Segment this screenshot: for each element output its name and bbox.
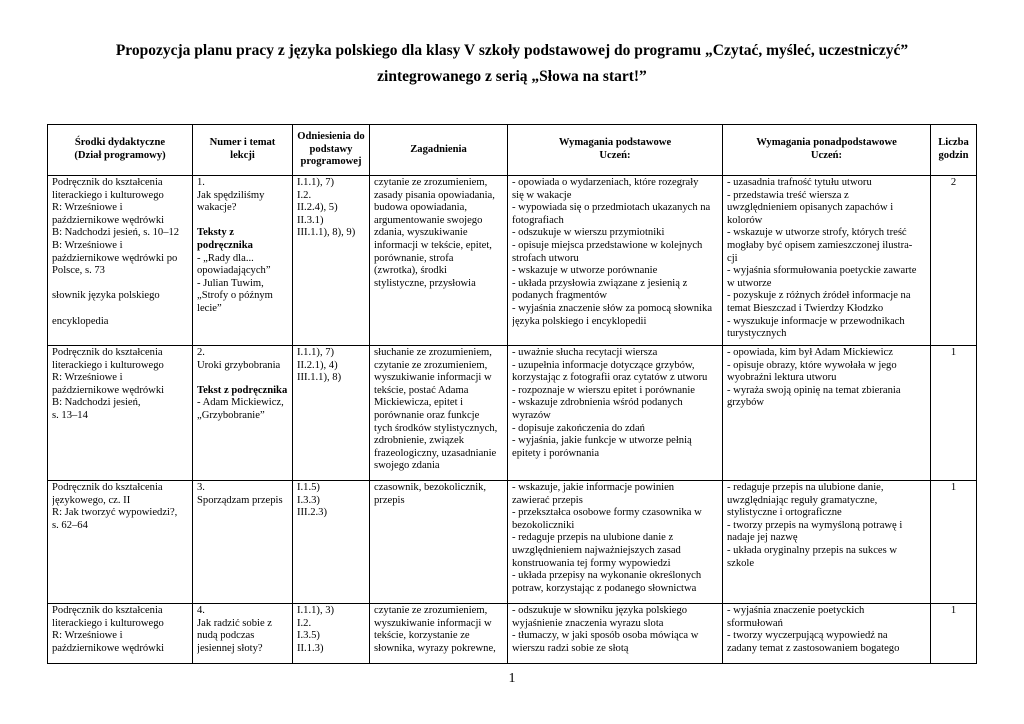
cell-line: I.3.5) — [297, 630, 320, 642]
cell-line: Sporządzam przepis — [197, 494, 283, 506]
cell-line: epitety i porównania — [512, 447, 600, 459]
cell-line: - przedstawia treść wiersza z — [727, 189, 849, 201]
header-temat — [193, 125, 293, 176]
cell-srodki — [48, 346, 193, 481]
cell-line: 2. — [197, 347, 205, 358]
header-wymagania-podstawowe — [508, 125, 723, 176]
cell-line: strofach utworu — [512, 252, 579, 264]
cell-line: - układa przysłowia związane z jesienią z — [512, 277, 688, 289]
cell-line: opowiadających” — [197, 265, 271, 277]
cell-line: 1. — [197, 177, 205, 188]
cell-line: czasownik, bezokolicznik, — [374, 482, 487, 493]
cell-line: wyszukiwanie informacji w — [374, 372, 492, 384]
cell-line: - tworzy wyczerpującą wypowiedź na — [727, 630, 888, 642]
cell-line: s. 13–14 — [52, 409, 88, 421]
cell-line: - pozyskuje z różnych źródeł informacje na — [727, 290, 911, 302]
cell-line: - opowiada, kim był Adam Mickiewicz — [727, 347, 893, 358]
cell-wymagania-podstawowe — [508, 481, 723, 604]
cell-line: godzin — [938, 150, 969, 161]
cell-line: wakacje? — [197, 202, 237, 214]
cell-line: encyklopedia — [52, 315, 109, 327]
cell-line: - wyjaśnia sformułowania poetyckie zawarte — [727, 265, 917, 277]
cell-line: - opisuje miejsca przedstawione w kolejnych — [512, 239, 703, 251]
cell-liczba-godzin: 2 — [931, 176, 977, 346]
cell-line: argumentowanie swojego — [374, 214, 483, 226]
cell-line: literackiego i kulturowego — [52, 359, 164, 371]
cell-line: II.2.4), 5) — [297, 202, 338, 214]
cell-line: Podręcznik do kształcenia — [52, 177, 163, 188]
cell-line: zdrobnienie, związek — [374, 435, 465, 447]
cell-wymagania-podstawowe — [508, 176, 723, 346]
cell-line: Polsce, s. 73 — [52, 265, 105, 277]
cell-line: czytanie ze zrozumieniem, — [374, 177, 488, 188]
cell-line: literackiego i kulturowego — [52, 617, 164, 629]
cell-line: - wskazuje w utworze strofy, których treść — [727, 227, 907, 239]
cell-line: I.1.1), 7) — [297, 347, 335, 358]
cell-line: I.3.3) — [297, 494, 320, 506]
cell-line: II.2.1), 4) — [297, 359, 338, 371]
cell-line: - „Rady dla... — [197, 252, 254, 264]
cell-line: - przekształca osobowe formy czasownika w — [512, 507, 702, 519]
cell-wymagania-ponadpodstawowe — [723, 604, 931, 664]
cell-line: sformułowań — [727, 617, 783, 629]
cell-wymagania-podstawowe — [508, 346, 723, 481]
cell-line: budowa opowiadania, — [374, 202, 467, 214]
cell-odniesienia — [293, 604, 370, 664]
cell-line: - wyszukuje informacje w przewodnikach — [727, 315, 905, 327]
cell-line: - uzasadnia trafność tytułu utworu — [727, 177, 872, 188]
cell-line: Uczeń: — [599, 150, 631, 161]
cell-line: październikowe wędrówki — [52, 642, 165, 654]
cell-line: wyszukiwanie informacji w — [374, 617, 492, 629]
cell-line: podstawy — [309, 143, 353, 155]
cell-line: języka polskiego i encyklopedii — [512, 315, 647, 327]
cell-liczba-godzin: 1 — [931, 346, 977, 481]
cell-odniesienia — [293, 346, 370, 481]
cell-line: konstruowania tej formy wypowiedzi — [512, 557, 671, 569]
cell-line: Wymagania ponadpodstawowe — [756, 137, 897, 149]
cell-line: III.1.1), 8), 9) — [297, 227, 356, 239]
cell-line: s. 62–64 — [52, 519, 88, 531]
cell-line: Odniesienia do — [297, 131, 365, 143]
cell-line: - tworzy przepis na wymyśloną potrawę i — [727, 519, 903, 531]
cell-line: R: Wrześniowe i — [52, 630, 123, 642]
cell-line: (Dział programowy) — [74, 150, 166, 161]
cell-line: uwzględnieniem opisanych zapachów i — [727, 202, 894, 214]
cell-line: w utworze — [727, 277, 772, 289]
cell-zagadnienia — [370, 346, 508, 481]
cell-line: (zwrotka), środki — [374, 265, 447, 277]
cell-line: uwzględniając reguły gramatyczne, — [727, 494, 878, 506]
cell-line: cji — [727, 252, 738, 264]
cell-line: szkole — [727, 557, 755, 569]
table-row — [48, 604, 977, 664]
cell-line: III.1.1), 8) — [297, 372, 342, 384]
cell-line: Teksty z — [197, 227, 234, 239]
cell-line: - wyjaśnia znaczenie poetyckich — [727, 605, 865, 616]
cell-line: - układa przepisy na wykonanie określonych — [512, 570, 702, 582]
cell-line: Uroki grzybobrania — [197, 359, 281, 371]
cell-line: - opowiada o wydarzeniach, które rozegrały — [512, 177, 699, 188]
cell-line: B: Nadchodzi jesień, — [52, 397, 141, 409]
cell-line: fotografiach — [512, 214, 564, 226]
cell-line: B: Wrześniowe i — [52, 239, 123, 251]
cell-line: Zagadnienia — [410, 143, 467, 155]
cell-line: jesiennej słoty? — [197, 642, 263, 654]
cell-wymagania-ponadpodstawowe — [723, 481, 931, 604]
cell-wymagania-ponadpodstawowe — [723, 346, 931, 481]
cell-line: zawierać przepis — [512, 494, 583, 506]
cell-line: R: Wrześniowe i — [52, 202, 123, 214]
cell-line: - układa oryginalny przepis na sukces w — [727, 544, 898, 556]
cell-line: zadany temat z zastosowaniem bogatego — [727, 642, 900, 654]
cell-line — [197, 215, 288, 228]
cell-line: mogłaby być opisem zamieszczonej ilustra- — [727, 239, 913, 251]
table-row — [48, 176, 977, 346]
cell-line: I.1.1), 7) — [297, 177, 335, 188]
cell-wymagania-ponadpodstawowe — [723, 176, 931, 346]
cell-line: październikowe wędrówki po — [52, 252, 178, 264]
cell-line: 4. — [197, 605, 205, 616]
document-title-line-1: Propozycja planu pracy z języka polskiego dla klasy V szkoły podstawowej do programu „Czytać, myśleć, uczestniczyć” — [115, 42, 909, 59]
cell-zagadnienia — [370, 176, 508, 346]
cell-line: lecie” — [197, 302, 222, 314]
cell-zagadnienia — [370, 604, 508, 664]
header-odniesienia — [293, 125, 370, 176]
cell-line: - Julian Tuwim, — [197, 277, 264, 289]
cell-line: - tłumaczy, w jaki sposób osoba mówiąca w — [512, 630, 699, 642]
cell-liczba-godzin: 1 — [931, 481, 977, 604]
cell-line — [52, 278, 188, 291]
cell-line: III.2.3) — [297, 507, 328, 519]
cell-line: „Grzybobranie” — [197, 409, 265, 421]
header-liczba-godzin — [931, 125, 977, 176]
cell-line: porównanie oraz funkcje — [374, 409, 480, 421]
cell-line: - wyraża swoją opinię na temat zbierania — [727, 384, 901, 396]
cell-line: - wypowiada się o przedmiotach ukazanych na — [512, 202, 711, 214]
cell-line: - wskazuje, jakie informacje powinien — [512, 482, 675, 493]
cell-line: informacji w tekście, epitet, — [374, 239, 492, 251]
cell-line: - uzupełnia informacje dotyczące grzybów, — [512, 359, 695, 371]
cell-line: - wyjaśnia znaczenie słów za pomocą słownika — [512, 302, 713, 314]
cell-zagadnienia — [370, 481, 508, 604]
cell-line: - wskazuje w utworze porównanie — [512, 265, 658, 277]
cell-line: Jak spędziliśmy — [197, 189, 265, 201]
cell-line: Podręcznik do kształcenia — [52, 347, 163, 358]
cell-line: Podręcznik do kształcenia — [52, 605, 163, 616]
cell-line: - wyjaśnia, jakie funkcje w utworze pełnią — [512, 435, 692, 447]
cell-line: uwzględnieniem najważniejszych zasad — [512, 544, 681, 556]
cell-line: październikowe wędrówki — [52, 384, 165, 396]
cell-line: R: Wrześniowe i — [52, 372, 123, 384]
cell-line: Liczba — [938, 137, 969, 149]
cell-line: wyobraźni lektura utworu — [727, 372, 837, 384]
cell-line: I.2. — [297, 189, 312, 201]
cell-srodki — [48, 176, 193, 346]
cell-temat — [193, 346, 293, 481]
cell-line: podanych fragmentów — [512, 290, 608, 302]
cell-line: II.1.3) — [297, 642, 324, 654]
cell-line: stylistyczne i ortograficzne — [727, 507, 842, 519]
cell-line — [52, 303, 188, 316]
cell-line: Podręcznik do kształcenia — [52, 482, 163, 493]
cell-line: frazeologiczny, uzasadnianie — [374, 447, 497, 459]
cell-odniesienia — [293, 176, 370, 346]
cell-line: słownik języka polskiego — [52, 290, 160, 302]
cell-line: korzystając z fotografii oraz cytatów z utworu — [512, 372, 708, 384]
cell-line: II.3.1) — [297, 214, 324, 226]
cell-wymagania-podstawowe — [508, 604, 723, 664]
header-zagadnienia — [370, 125, 508, 176]
cell-line: Uczeń: — [810, 150, 843, 161]
cell-line: „Strofy o późnym — [197, 290, 273, 302]
cell-line: Numer i temat — [209, 137, 276, 149]
cell-line: tekście, korzystanie ze — [374, 630, 470, 642]
cell-line: temat Bieszczad i Twierdzy Kłodzko — [727, 302, 884, 314]
cell-line: październikowe wędrówki — [52, 214, 165, 226]
cell-line: zasady pisania opowiadania, — [374, 189, 495, 201]
header-srodki — [48, 125, 193, 176]
cell-line: językowego, cz. II — [52, 494, 131, 506]
cell-line: - odszukuje w wierszu przymiotniki — [512, 227, 665, 239]
cell-line: podręcznika — [197, 239, 253, 251]
cell-line: - wskazuje zdrobnienia wśród podanych — [512, 397, 683, 409]
cell-temat — [193, 176, 293, 346]
cell-liczba-godzin: 1 — [931, 604, 977, 664]
cell-line: I.1.1), 3) — [297, 605, 335, 616]
cell-line: - opisuje obrazy, które wywołała w jego — [727, 359, 897, 371]
cell-line: Jak radzić sobie z — [197, 617, 273, 629]
cell-line: wyjaśnienie znaczenia wyrazu slota — [512, 617, 664, 629]
cell-line: bezokoliczniki — [512, 519, 575, 531]
cell-line: turystycznych — [727, 328, 787, 340]
cell-line: - odszukuje w słowniku języka polskiego — [512, 605, 688, 616]
cell-line: swojego zdania — [374, 460, 440, 472]
cell-line: się w wakacje — [512, 189, 572, 201]
header-wymagania-ponadpodstawowe — [723, 125, 931, 176]
cell-line: kolorów — [727, 214, 763, 226]
cell-line: porównanie, strofa — [374, 252, 454, 264]
cell-line: I.2. — [297, 617, 312, 629]
cell-line: - Adam Mickiewicz, — [197, 397, 284, 409]
cell-line: - dopisuje zakończenia do zdań — [512, 422, 645, 434]
cell-line: - rozpoznaje w wierszu epitet i porównanie — [512, 384, 695, 396]
cell-line: - redaguje przepis na ulubione danie z — [512, 532, 674, 544]
cell-line: przepis — [374, 494, 405, 506]
document-title-line-2: zintegrowanego z serią „Słowa na start!” — [377, 68, 647, 85]
cell-line: tych środków stylistycznych, — [374, 422, 498, 434]
cell-line: literackiego i kulturowego — [52, 189, 164, 201]
cell-line: Środki dydaktyczne — [74, 137, 166, 149]
cell-temat — [193, 481, 293, 604]
table-row — [48, 346, 977, 481]
cell-srodki — [48, 604, 193, 664]
cell-line: Mickiewicza, epitet i — [374, 397, 464, 409]
cell-line: stylistyczne, przysłowia — [374, 277, 476, 289]
cell-line: R: Jak tworzyć wypowiedzi?, — [52, 507, 178, 519]
cell-srodki — [48, 481, 193, 604]
cell-line: czytanie ze zrozumieniem, — [374, 605, 488, 616]
lesson-plan-table — [47, 124, 977, 664]
cell-line: Wymagania podstawowe — [558, 137, 672, 149]
cell-line: I.1.5) — [297, 482, 320, 493]
cell-line: nudą podczas — [197, 630, 255, 642]
cell-line: tekście, postać Adama — [374, 384, 469, 396]
cell-line: B: Nadchodzi jesień, s. 10–12 — [52, 227, 180, 239]
cell-line: - uważnie słucha recytacji wiersza — [512, 347, 658, 358]
cell-line: - redaguje przepis na ulubione danie, — [727, 482, 884, 493]
cell-line: nadaje jej nazwę — [727, 532, 798, 544]
cell-line: programowej — [300, 156, 362, 168]
cell-line: wierszu radzi sobie ze słotą — [512, 642, 629, 654]
cell-temat — [193, 604, 293, 664]
cell-line: grzybów — [727, 397, 765, 409]
cell-line: słownika, wyrazy pokrewne, — [374, 642, 496, 654]
cell-line: Tekst z podręcznika — [197, 384, 288, 396]
cell-odniesienia — [293, 481, 370, 604]
cell-line: potraw, korzystając z podanego słownictwa — [512, 582, 697, 594]
cell-line — [197, 372, 288, 385]
cell-line: lekcji — [230, 150, 255, 161]
table-header-row — [48, 125, 977, 176]
cell-line: zdania, wyszukiwanie — [374, 227, 468, 239]
cell-line: słuchanie ze zrozumieniem, — [374, 347, 492, 358]
cell-line: wyrazów — [512, 409, 551, 421]
cell-line: czytanie ze zrozumieniem, — [374, 359, 488, 371]
page-number: 1 — [508, 671, 516, 686]
table-row — [48, 481, 977, 604]
cell-line: 3. — [197, 482, 205, 493]
